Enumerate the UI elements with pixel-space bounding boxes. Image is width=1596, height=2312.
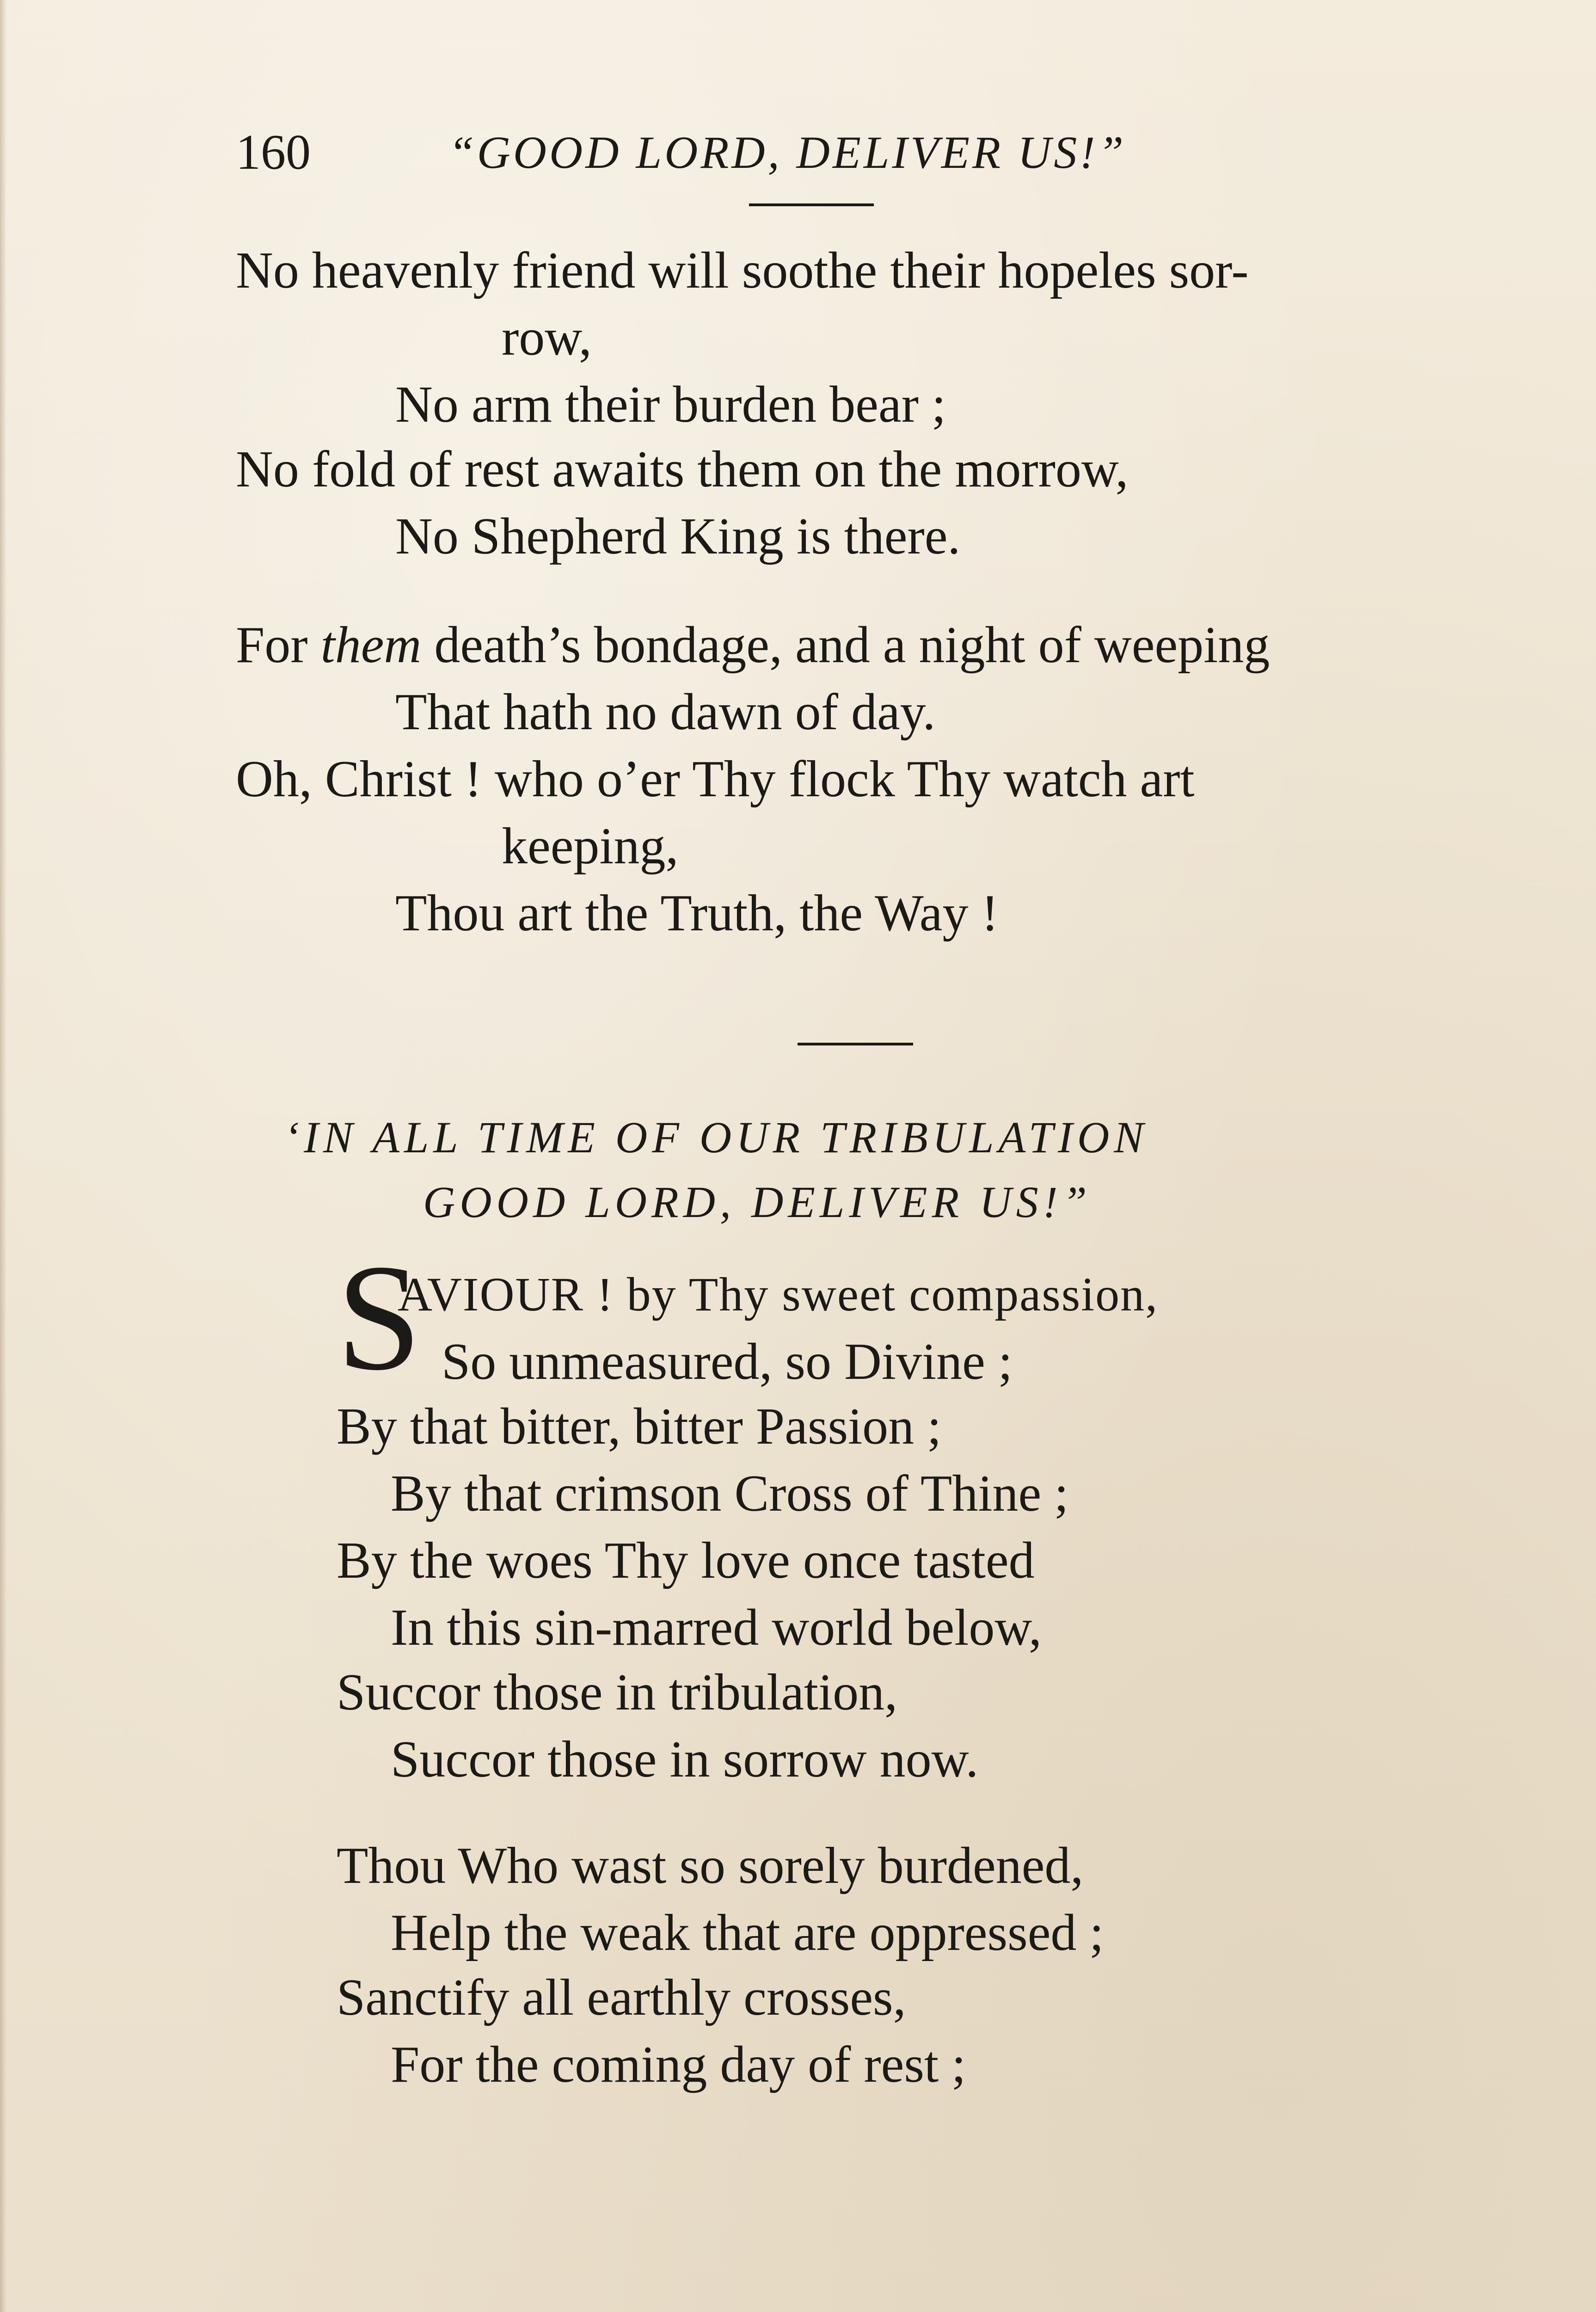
poem-line: No Shepherd King is there. [395, 508, 961, 565]
section-heading-line1: ‘IN ALL TIME OF OUR TRIBULATION [284, 1113, 1148, 1162]
poem-line: No arm their burden bear ; [395, 376, 946, 433]
section-heading-line2: GOOD LORD, DELIVER US!” [423, 1177, 1092, 1227]
poem-line: For the coming day of rest ; [391, 2036, 966, 2093]
poem-line: Sanctify all earthly crosses, [337, 1969, 906, 2026]
running-head: “GOOD LORD, DELIVER US!” [448, 127, 1127, 178]
poem-line: So unmeasured, so Divine ; [442, 1333, 1013, 1390]
emphasized-word: them [320, 616, 422, 674]
section-rule [798, 1043, 913, 1045]
drop-cap: S [337, 1233, 422, 1402]
poem-line-part: death’s bondage, and a night of weeping [421, 616, 1270, 674]
poem-line: No fold of rest awaits them on the morrow, [236, 441, 1129, 498]
poem-line: By the woes Thy love once tasted [337, 1532, 1035, 1589]
poem-line: Oh, Christ ! who o’er Thy flock Thy watch art [236, 750, 1195, 808]
poem-line: row, [502, 309, 592, 366]
poem-line-part: For [236, 616, 321, 674]
page-number: 160 [236, 125, 311, 180]
poem-line [236, 615, 1270, 675]
poem-line: Succor those in tribulation, [337, 1664, 898, 1721]
poem-line: Help the weak that are oppressed ; [391, 1904, 1104, 1962]
poem-line: Succor those in sorrow now. [391, 1731, 979, 1788]
poem-line: AVIOUR ! by Thy sweet compassion, [398, 1268, 1159, 1321]
poem-line: In this sin-marred world below, [391, 1599, 1042, 1656]
poem-line: No heavenly friend will soothe their hopeles sor- [236, 242, 1249, 299]
page-gutter-shadow [0, 0, 6, 2312]
poem-line: That hath no dawn of day. [395, 683, 936, 741]
header-rule [749, 203, 874, 206]
poem-line: By that crimson Cross of Thine ; [391, 1465, 1069, 1522]
poem-line: keeping, [502, 818, 679, 875]
poem-line: Thou Who wast so sorely burdened, [337, 1837, 1084, 1894]
poem-line: By that bitter, bitter Passion ; [337, 1398, 942, 1455]
page-header [236, 125, 1299, 180]
poem-line: Thou art the Truth, the Way ! [395, 885, 999, 942]
